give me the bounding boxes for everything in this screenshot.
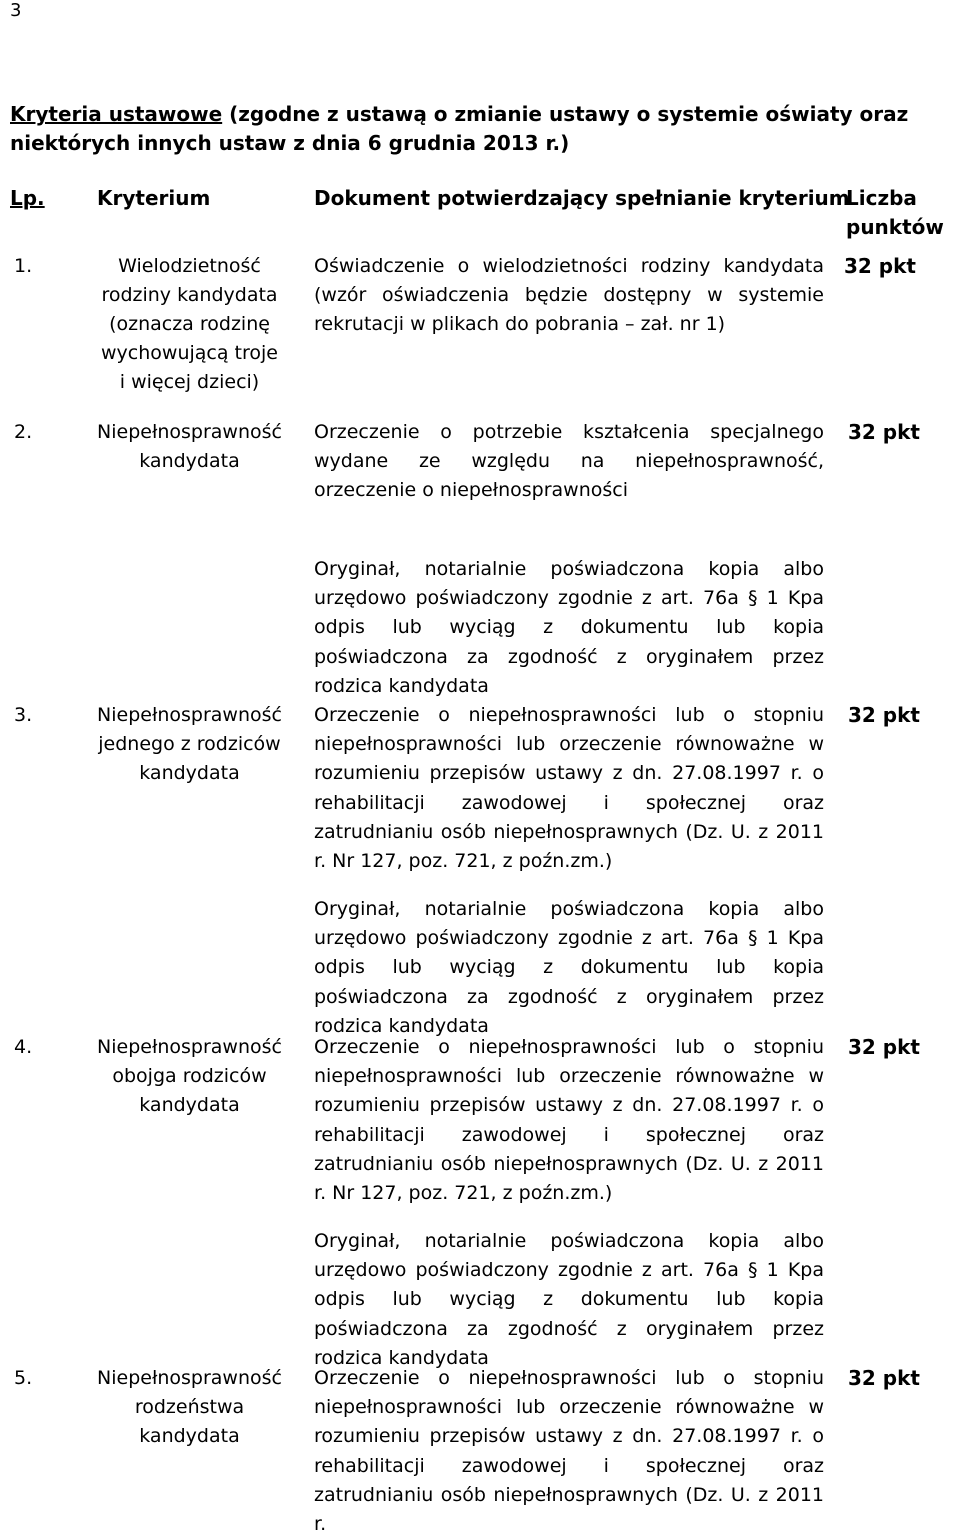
row-2-dokument — [314, 418, 824, 506]
header-liczba-punktow: Liczba punktów — [846, 186, 944, 239]
row-2-dokument-2 — [314, 555, 824, 701]
header-dokument: Dokument potwierdzający spełnianie kryterium — [314, 186, 850, 210]
heading-rest: (zgodne z ustawą o zmianie ustawy o systemie oświaty oraz niektórych innych ustaw z dnia 6 grudnia 2013 r.) — [10, 102, 909, 155]
row-2-dokument-text: Orzeczenie o potrzebie kształcenia specjalnego wydane ze względu na niepełnosprawność, orzeczenie o niepełnosprawności — [314, 421, 824, 502]
row-3-kryterium: Niepełnosprawność jednego z rodziców kandydata — [97, 704, 282, 784]
row-5-dokument — [314, 1364, 824, 1539]
row-4-dokument-2-text: Oryginał, notarialnie poświadczona kopia albo urzędowo poświadczony zgodnie z art. 76a § 1 Kpa odpis lub wyciąg z dokumentu lub kopia poświadczona za zgodność z oryginałem przez rodzica kandydata — [314, 1230, 824, 1369]
row-4-kryterium: Niepełnosprawność obojga rodziców kandydata — [97, 1036, 282, 1116]
row-3-dokument-text: Orzeczenie o niepełnosprawności lub o stopniu niepełnosprawności lub orzeczenie równoważne w rozumieniu przepisów ustawy z dn. 27.08.1997 r. o rehabilitacji zawodowej i społecznej oraz zatrudnianiu osób niepełnosprawnych (Dz. U. z 2011 r. Nr 127, poz. 721, z poźn.zm.) — [314, 704, 824, 873]
row-3-lp: 3. — [14, 704, 33, 726]
row-3-punkty: 32 pkt — [848, 703, 920, 727]
section-heading — [10, 100, 955, 158]
row-1-punkty: 32 pkt — [844, 254, 916, 278]
row-4-dokument-2 — [314, 1227, 824, 1373]
row-1-dokument — [314, 252, 824, 340]
row-5-dokument-text: Orzeczenie o niepełnosprawności lub o stopniu niepełnosprawności lub orzeczenie równoważne w rozumieniu przepisów ustawy z dn. 27.08.1997 r. o rehabilitacji zawodowej i społecznej oraz zatrudnianiu osób niepełnosprawnych (Dz. U. z 2011 r. — [314, 1367, 824, 1536]
row-2-punkty: 32 pkt — [848, 420, 920, 444]
row-4-punkty: 32 pkt — [848, 1035, 920, 1059]
header-lp: Lp. — [10, 186, 45, 210]
row-5-kryterium: Niepełnosprawność rodzeństwa kandydata — [97, 1367, 282, 1447]
row-5-lp: 5. — [14, 1367, 33, 1389]
row-3-dokument-2 — [314, 895, 824, 1041]
heading-underlined: Kryteria ustawowe — [10, 102, 223, 126]
row-3-dokument-2-text: Oryginał, notarialnie poświadczona kopia albo urzędowo poświadczony zgodnie z art. 76a § 1 Kpa odpis lub wyciąg z dokumentu lub kopia poświadczona za zgodność z oryginałem przez rodzica kandydata — [314, 898, 824, 1037]
row-2-kryterium: Niepełnosprawność kandydata — [97, 421, 282, 472]
header-kryterium: Kryterium — [97, 186, 211, 210]
row-4-dokument-text: Orzeczenie o niepełnosprawności lub o stopniu niepełnosprawności lub orzeczenie równoważne w rozumieniu przepisów ustawy z dn. 27.08.1997 r. o rehabilitacji zawodowej i społecznej oraz zatrudnianiu osób niepełnosprawnych (Dz. U. z 2011 r. Nr 127, poz. 721, z poźn.zm.) — [314, 1036, 824, 1205]
row-5-punkty: 32 pkt — [848, 1366, 920, 1390]
row-3-dokument — [314, 701, 824, 876]
row-1-lp: 1. — [14, 255, 33, 277]
row-2-lp: 2. — [14, 421, 33, 443]
row-2-dokument-2-text: Oryginał, notarialnie poświadczona kopia albo urzędowo poświadczony zgodnie z art. 76a § 1 Kpa odpis lub wyciąg z dokumentu lub kopia poświadczona za zgodność z oryginałem przez rodzica kandydata — [314, 558, 824, 697]
row-4-dokument — [314, 1033, 824, 1208]
page-number: 3 — [10, 0, 22, 21]
row-4-lp: 4. — [14, 1036, 33, 1058]
row-1-kryterium: Wielodzietność rodziny kandydata (oznacza rodzinę wychowującą troje i więcej dzieci) — [101, 255, 278, 393]
row-1-dokument-text: Oświadczenie o wielodzietności rodziny kandydata (wzór oświadczenia będzie dostępny w systemie rekrutacji w plikach do pobrania – zał. nr 1) — [314, 255, 824, 336]
